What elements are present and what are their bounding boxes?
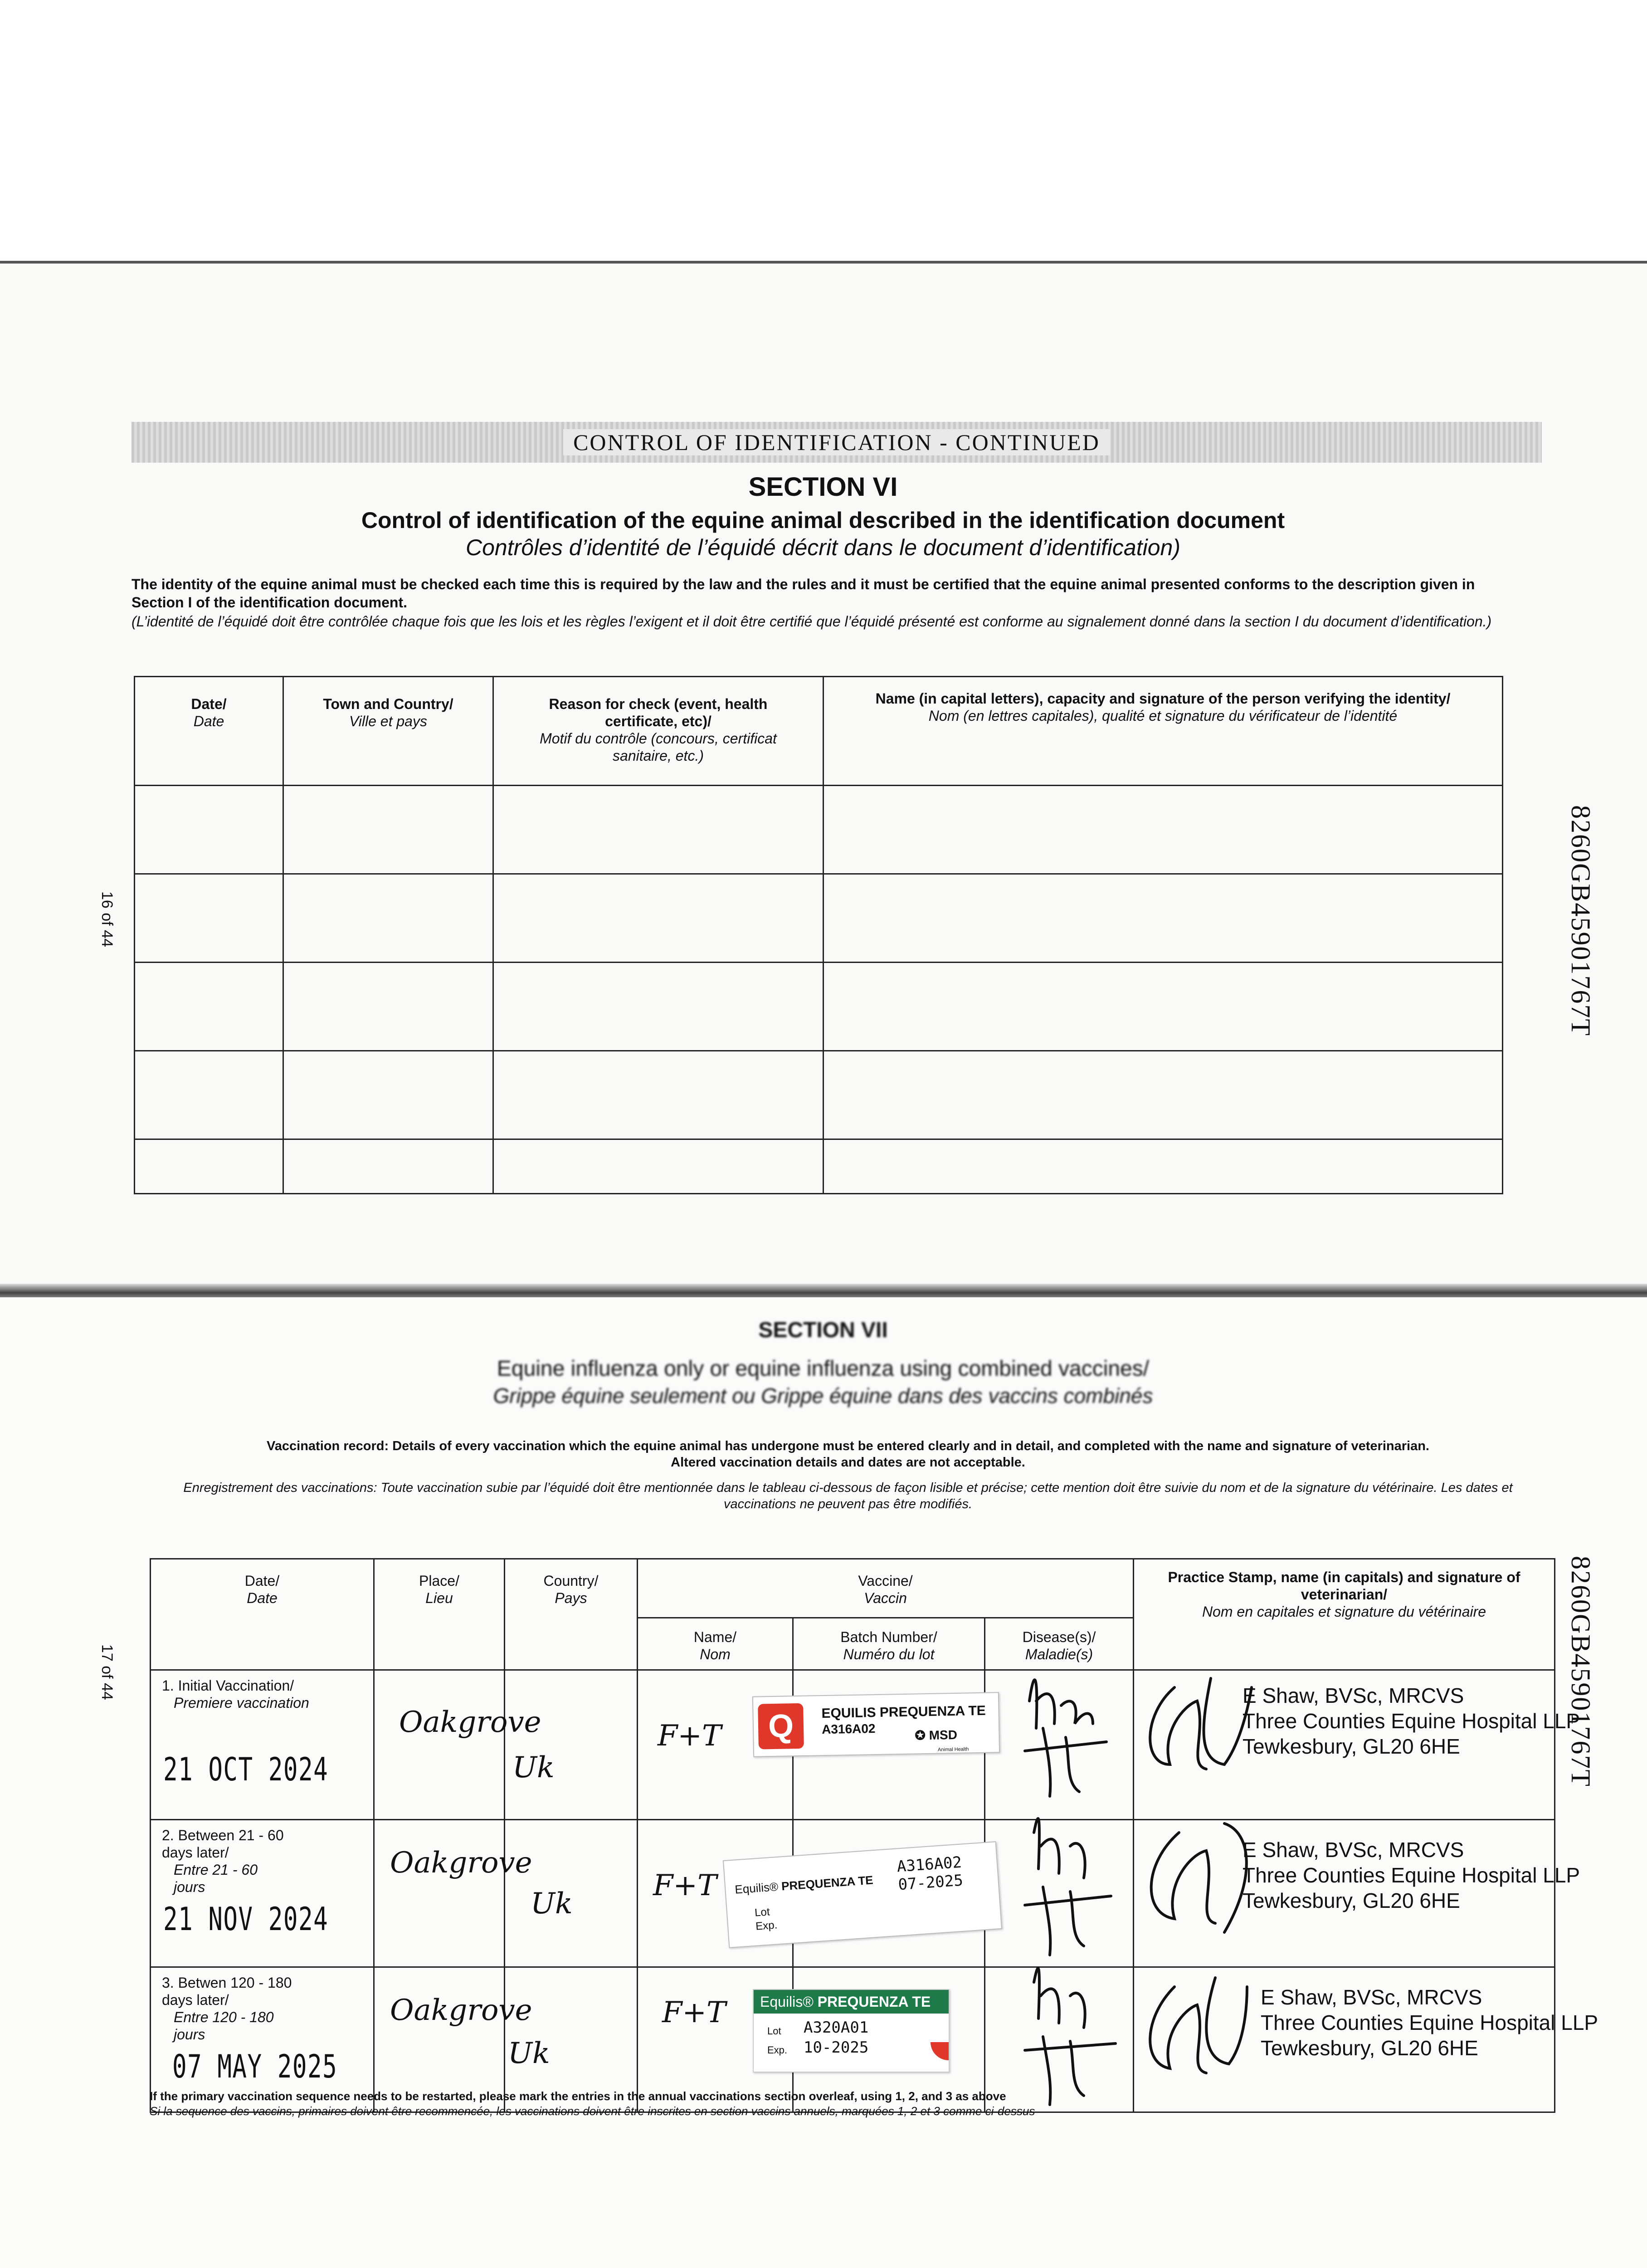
banner-text: CONTROL OF IDENTIFICATION - CONTINUED	[563, 429, 1110, 455]
section-vi-heading: SECTION VI	[748, 472, 898, 502]
row1-vaccine-sticker	[752, 1692, 1000, 1757]
empty-cell[interactable]	[493, 963, 824, 1051]
section-vi-intro-fr: (L’identité de l’équidé doit être contrôlée chaque fois que les lois et les règles l’exigent et il doit être certifié que l’équidé présenté est conforme au signalement donné dans la section I du document d’identification.)	[132, 613, 1492, 630]
col-date: Date/ Date	[191, 696, 227, 729]
row2-sticker-brand: Equilis® PREQUENZA TE	[734, 1873, 874, 1897]
row2-sticker-batch: A316A02	[896, 1853, 963, 1876]
row1-sticker-batch: A316A02	[821, 1721, 876, 1737]
hdr-name: Name/ Nom	[693, 1629, 737, 1662]
row2-date: 21 NOV 2024	[163, 1901, 329, 1938]
row2-vaccine-name: F+T	[653, 1869, 717, 1902]
page-number-16: 16 of 44	[98, 891, 116, 947]
row3-sticker-exp: 10-2025	[804, 2038, 869, 2057]
row1-vet-practice: Three Counties Equine Hospital LLP	[1243, 1709, 1580, 1733]
signature-row3	[1150, 1978, 1247, 2073]
identity-check-table	[134, 676, 1503, 1194]
empty-cell[interactable]	[824, 874, 1503, 963]
row3-vet-name: E Shaw, BVSc, MRCVS	[1261, 1985, 1482, 2009]
empty-cell[interactable]	[824, 1139, 1503, 1194]
empty-cell[interactable]	[135, 1139, 283, 1194]
row2-vet-stamp	[1243, 1837, 1580, 1913]
row2-sticker-exp: 07-2025	[897, 1871, 964, 1894]
hdr-disease: Disease(s)/ Maladie(s)	[1022, 1629, 1096, 1662]
disease-scribble-2a	[1034, 1818, 1085, 1878]
row2-sticker-exp-label: Exp.	[755, 1919, 778, 1933]
vaccination-record-fr: Enregistrement des vaccinations: Toute vaccination subie par l’équidé doit être mentionnée dans le tableau ci-dessous de façon lisible et précise; cette mention doit être suivie du nom et de la signature du vétérinaire. Les dates et vaccinations ne peuvent pas être modifiés.	[183, 1481, 1513, 1511]
row1-label: 1. Initial Vaccination/ Premiere vaccination	[162, 1677, 309, 1711]
row2-label: 2. Between 21 - 60 days later/ Entre 21 - 60 jours	[162, 1827, 284, 1895]
table-row	[135, 786, 1503, 874]
hdr-country: Country/ Pays	[543, 1573, 599, 1606]
row3-vet-stamp	[1261, 1984, 1598, 2061]
row2-sticker-lot-label: Lot	[754, 1906, 770, 1919]
row3-country: Uk	[508, 2037, 550, 2070]
empty-cell[interactable]	[283, 786, 493, 874]
row1-country: Uk	[512, 1751, 555, 1784]
section-vi-title-fr: Contrôles d’identité de l’équidé décrit dans le document d’identification)	[466, 535, 1180, 560]
section-vii-heading: SECTION VII	[758, 1318, 888, 1342]
disease-scribble-1a	[1029, 1680, 1093, 1728]
empty-cell[interactable]	[283, 1051, 493, 1139]
page-edge	[0, 261, 1647, 264]
disease-initials-scribbles	[1016, 1660, 1134, 2114]
footnote-fr: Si la sequence des vaccins, primaires doivent être recommencée, les vaccinations doivent être inscrites en section vaccins annuels, marquées 1, 2 et 3 comme ci-dessus	[150, 2104, 1035, 2118]
row1-place: Oakgrove	[399, 1706, 541, 1739]
hdr-batch: Batch Number/ Numéro du lot	[840, 1629, 937, 1662]
row3-sticker-lot-label: Lot	[767, 2025, 781, 2037]
row1-sticker-sub: Animal Health	[937, 1746, 969, 1753]
row2-vet-name: E Shaw, BVSc, MRCVS	[1243, 1838, 1464, 1862]
row2-place: Oakgrove	[390, 1846, 532, 1880]
empty-cell[interactable]	[824, 963, 1503, 1051]
hdr-vaccine: Vaccine/ Vaccin	[858, 1573, 913, 1606]
empty-cell[interactable]	[135, 786, 283, 874]
row3-place: Oakgrove	[390, 1994, 532, 2027]
row3-sticker-batch: A320A01	[804, 2019, 869, 2037]
section-vi-intro-en: The identity of the equine animal must be checked each time this is required by the law and the rules and it must be certified that the equine animal presented conforms to the description given in Section I of the identification document.	[132, 576, 1475, 611]
footnote-en: If the primary vaccination sequence needs to be restarted, please mark the entries in the annual vaccinations section overleaf, using 1, 2, and 3 as above	[150, 2089, 1006, 2103]
table-row	[135, 1051, 1503, 1139]
table-row	[135, 874, 1503, 963]
empty-cell[interactable]	[135, 1051, 283, 1139]
row3-vet-practice: Three Counties Equine Hospital LLP	[1261, 2011, 1598, 2034]
empty-cell[interactable]	[283, 963, 493, 1051]
empty-cell[interactable]	[824, 786, 1503, 874]
row3-vaccine-sticker	[753, 1989, 950, 2072]
row2-country: Uk	[531, 1887, 573, 1921]
empty-cell[interactable]	[493, 1139, 824, 1194]
vaccination-record-en	[168, 1438, 1528, 1471]
document-id-bottom: 8260GB45901767T	[1566, 1556, 1596, 1787]
empty-cell[interactable]	[493, 874, 824, 963]
hdr-date: Date/ Date	[244, 1573, 280, 1606]
col-verifier: Name (in capital letters), capacity and signature of the person verifying the identity/ Nom (en lettres capitales), qualité et signature du vérificateur de l’identité	[875, 690, 1451, 724]
empty-cell[interactable]	[493, 786, 824, 874]
section-banner	[132, 422, 1542, 463]
empty-cell[interactable]	[135, 963, 283, 1051]
empty-cell[interactable]	[135, 874, 283, 963]
page-number-17: 17 of 44	[98, 1644, 116, 1700]
document-id-top: 8260GB45901767T	[1566, 805, 1596, 1036]
disease-scribble-1b	[1025, 1728, 1106, 1796]
col-town-country: Town and Country/ Ville et pays	[323, 696, 453, 729]
section-vii-title-fr: Grippe équine seulement ou Grippe équine dans des vaccins combinés	[493, 1384, 1153, 1408]
empty-cell[interactable]	[283, 1139, 493, 1194]
col-reason: Reason for check (event, health certificate, etc)/ Motif du contrôle (concours, certificat sanitaire, etc.)	[540, 696, 777, 764]
row1-vet-address: Tewkesbury, GL20 6HE	[1243, 1735, 1460, 1758]
row3-label: 3. Betwen 120 - 180 days later/ Entre 120 - 180 jours	[162, 1975, 292, 2043]
row1-date: 21 OCT 2024	[163, 1751, 329, 1788]
row3-date: 07 MAY 2025	[172, 2048, 338, 2085]
disease-scribble-2b	[1025, 1887, 1111, 1955]
hdr-practice: Practice Stamp, name (in capitals) and signature of veterinarian/ Nom en capitales et signature du vétérinaire	[1168, 1569, 1520, 1620]
table-row	[135, 963, 1503, 1051]
row1-vet-name: E Shaw, BVSc, MRCVS	[1243, 1684, 1464, 1707]
row3-vet-address: Tewkesbury, GL20 6HE	[1261, 2036, 1478, 2060]
section-vi-title-en: Control of identification of the equine animal described in the identification document	[361, 508, 1285, 533]
sticker-corner-mark	[931, 2042, 949, 2060]
row2-vet-address: Tewkesbury, GL20 6HE	[1243, 1889, 1460, 1912]
signature-row1	[1150, 1678, 1252, 1769]
row1-sticker-product: EQUILIS PREQUENZA TE	[821, 1703, 986, 1721]
hdr-place: Place/ Lieu	[419, 1573, 459, 1606]
empty-cell[interactable]	[824, 1051, 1503, 1139]
row3-sticker-exp-label: Exp.	[767, 2044, 788, 2056]
table-row	[135, 1139, 1503, 1194]
signature-row2	[1151, 1823, 1247, 1932]
empty-cell[interactable]	[283, 874, 493, 963]
row2-vet-practice: Three Counties Equine Hospital LLP	[1243, 1863, 1580, 1887]
row1-vaccine-name: F+T	[658, 1719, 721, 1753]
empty-cell[interactable]	[493, 1051, 824, 1139]
record-en-line1: Vaccination record: Details of every vaccination which the equine animal has undergone must be entered clearly and in detail, and completed with the name and signature of veterinarian.	[267, 1439, 1429, 1453]
q-logo-icon: Q	[758, 1703, 804, 1750]
row3-vaccine-name: F+T	[662, 1996, 726, 2029]
row1-vet-stamp	[1243, 1683, 1580, 1759]
section-vii-title-en: Equine influenza only or equine influenza using combined vaccines/	[497, 1357, 1150, 1381]
record-en-line2: Altered vaccination details and dates are not acceptable.	[671, 1455, 1025, 1470]
msd-logo-icon: ✪ MSD	[915, 1727, 958, 1743]
disease-scribble-3a	[1034, 1968, 1085, 2028]
row3-sticker-header: Equilis® PREQUENZA TE	[754, 1990, 949, 2014]
